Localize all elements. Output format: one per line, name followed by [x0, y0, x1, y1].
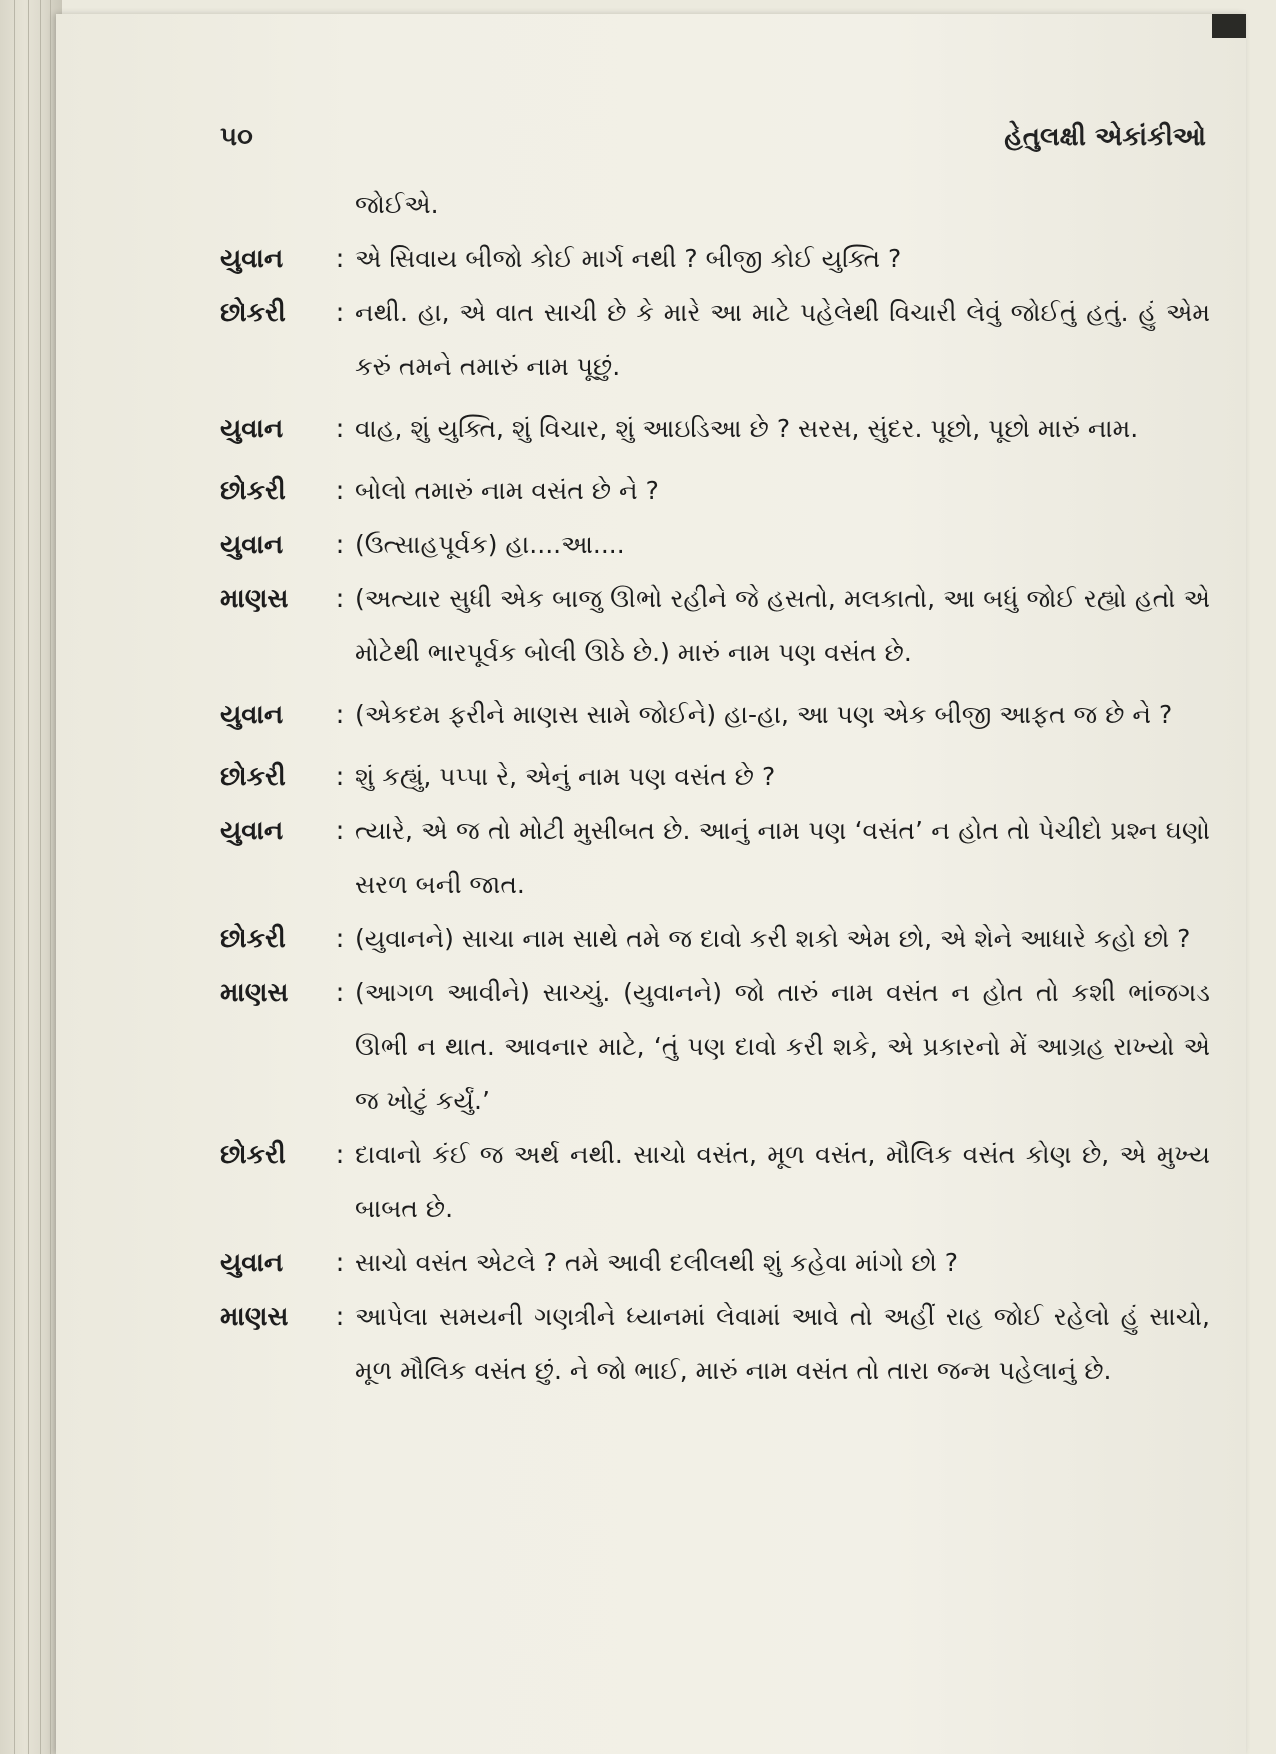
- speech-text: (અત્યાર સુધી એક બાજુ ઊભો રહીને જે હસતો, મલકાતો, આ બધું જોઈ રહ્યો હતો એ મોટેથી ભારપૂર્વક બોલી ઊઠે છે.) મારું નામ પણ વસંત છે.: [355, 584, 1210, 667]
- speech-text: (આગળ આવીને) સાચ્ચું. (યુવાનને) જો તારું નામ વસંત ન હોત તો કશી ભાંજગડ ઊભી ન થાત. આવનાર માટે, ‘તું પણ દાવો કરી શકે, એ પ્રકારનો મેં આગ્રહ રાખ્યો એ જ ખોટું કર્યું.’: [355, 978, 1210, 1115]
- speech-text: વાહ, શું યુક્તિ, શું વિચાર, શું આઇડિઆ છે ? સરસ, સુંદર. પૂછો, પૂછો મારું નામ.: [355, 414, 1139, 443]
- dialogue-line: [220, 464, 1210, 518]
- edge-line: [14, 0, 15, 1754]
- speech-text: (એકદમ ફરીને માણસ સામે જોઈને) હા-હા, આ પણ એક બીજી આફત જ છે ને ?: [355, 700, 1173, 729]
- dialogue-line: [220, 572, 1210, 680]
- speaker-name: છોકરી: [220, 476, 286, 506]
- speech-text: (યુવાનને) સાચા નામ સાથે તમે જ દાવો કરી શકો એમ છો, એ શેને આધારે કહો છો ?: [355, 924, 1191, 953]
- dialogue-line: [220, 750, 1210, 804]
- speaker-colon: :: [335, 530, 345, 560]
- speaker-colon: :: [335, 584, 345, 614]
- speaker-name: યુવાન: [220, 816, 284, 846]
- speaker-name: માણસ: [220, 584, 289, 614]
- running-header-title: હેતુલક્ષી એકાંકીઓ: [1004, 122, 1206, 152]
- dialogue-line: [220, 966, 1210, 1128]
- speaker-colon: :: [335, 298, 345, 328]
- speaker-colon: :: [335, 1140, 345, 1170]
- speaker-colon: :: [335, 1302, 345, 1332]
- speaker-colon: :: [335, 978, 345, 1008]
- edge-line: [50, 0, 51, 1754]
- speaker-colon: :: [335, 700, 345, 730]
- speech-text: ત્યારે, એ જ તો મોટી મુસીબત છે. આનું નામ પણ ‘વસંત’ ન હોત તો પેચીદો પ્રશ્ન ઘણો સરળ બની જાત.: [355, 816, 1210, 899]
- page-edges: [0, 0, 62, 1754]
- speaker-colon: :: [335, 414, 345, 444]
- speaker-name: યુવાન: [220, 700, 284, 730]
- speaker-name: યુવાન: [220, 1248, 284, 1278]
- speaker-name: માણસ: [220, 978, 289, 1008]
- speech-text: સાચો વસંત એટલે ? તમે આવી દલીલથી શું કહેવા માંગો છો ?: [355, 1248, 959, 1277]
- speaker-name: છોકરી: [220, 1140, 286, 1170]
- dialogue-line: [220, 912, 1210, 966]
- speech-text: (ઉત્સાહપૂર્વક) હા....આ....: [355, 530, 625, 559]
- dialogue-line: [220, 1128, 1210, 1236]
- speech-text: આપેલા સમયની ગણત્રીને ધ્યાનમાં લેવામાં આવે તો અહીં રાહ જોઈ રહેલો હું સાચો, મૂળ મૌલિક વસંત છું. ને જો ભાઈ, મારું નામ વસંત તો તારા જન્મ પહેલાનું છે.: [355, 1302, 1210, 1385]
- speech-text: દાવાનો કંઈ જ અર્થ નથી. સાચો વસંત, મૂળ વસંત, મૌલિક વસંત કોણ છે, એ મુખ્ય બાબત છે.: [355, 1140, 1210, 1223]
- speaker-colon: :: [335, 924, 345, 954]
- dialogue-line: [220, 1236, 1210, 1290]
- scan-corner-shadow: [1212, 14, 1246, 38]
- speaker-name: યુવાન: [220, 244, 284, 274]
- speaker-name: યુવાન: [220, 530, 284, 560]
- speaker-colon: :: [335, 762, 345, 792]
- dialogue-line: [220, 402, 1210, 456]
- dialogue-block: [220, 178, 1210, 1398]
- speech-text: બોલો તમારું નામ વસંત છે ને ?: [355, 476, 659, 505]
- dialogue-line: [220, 286, 1210, 394]
- speaker-name: છોકરી: [220, 762, 286, 792]
- speaker-name: છોકરી: [220, 298, 286, 328]
- speaker-colon: :: [335, 244, 345, 274]
- dialogue-line: [220, 804, 1210, 912]
- continued-line: જોઈએ.: [355, 190, 439, 219]
- speaker-name: યુવાન: [220, 414, 284, 444]
- dialogue-line: [220, 232, 1210, 286]
- page-number: ૫૦: [220, 122, 253, 152]
- edge-line: [28, 0, 29, 1754]
- speech-text: નથી. હા, એ વાત સાચી છે કે મારે આ માટે પહેલેથી વિચારી લેવું જોઈતું હતું. હું એમ કરું તમને તમારું નામ પૂછું.: [355, 298, 1210, 381]
- dialogue-line: [220, 1290, 1210, 1398]
- speaker-name: માણસ: [220, 1302, 289, 1332]
- speech-text: શું કહ્યું, પપ્પા રે, એનું નામ પણ વસંત છે ?: [355, 762, 776, 791]
- speech-text: એ સિવાય બીજો કોઈ માર્ગ નથી ? બીજી કોઈ યુક્તિ ?: [355, 244, 902, 273]
- speaker-colon: :: [335, 1248, 345, 1278]
- dialogue-line: [220, 688, 1210, 742]
- speaker-colon: :: [335, 476, 345, 506]
- speaker-name: છોકરી: [220, 924, 286, 954]
- dialogue-line: [220, 518, 1210, 572]
- speaker-colon: :: [335, 816, 345, 846]
- edge-line: [40, 0, 41, 1754]
